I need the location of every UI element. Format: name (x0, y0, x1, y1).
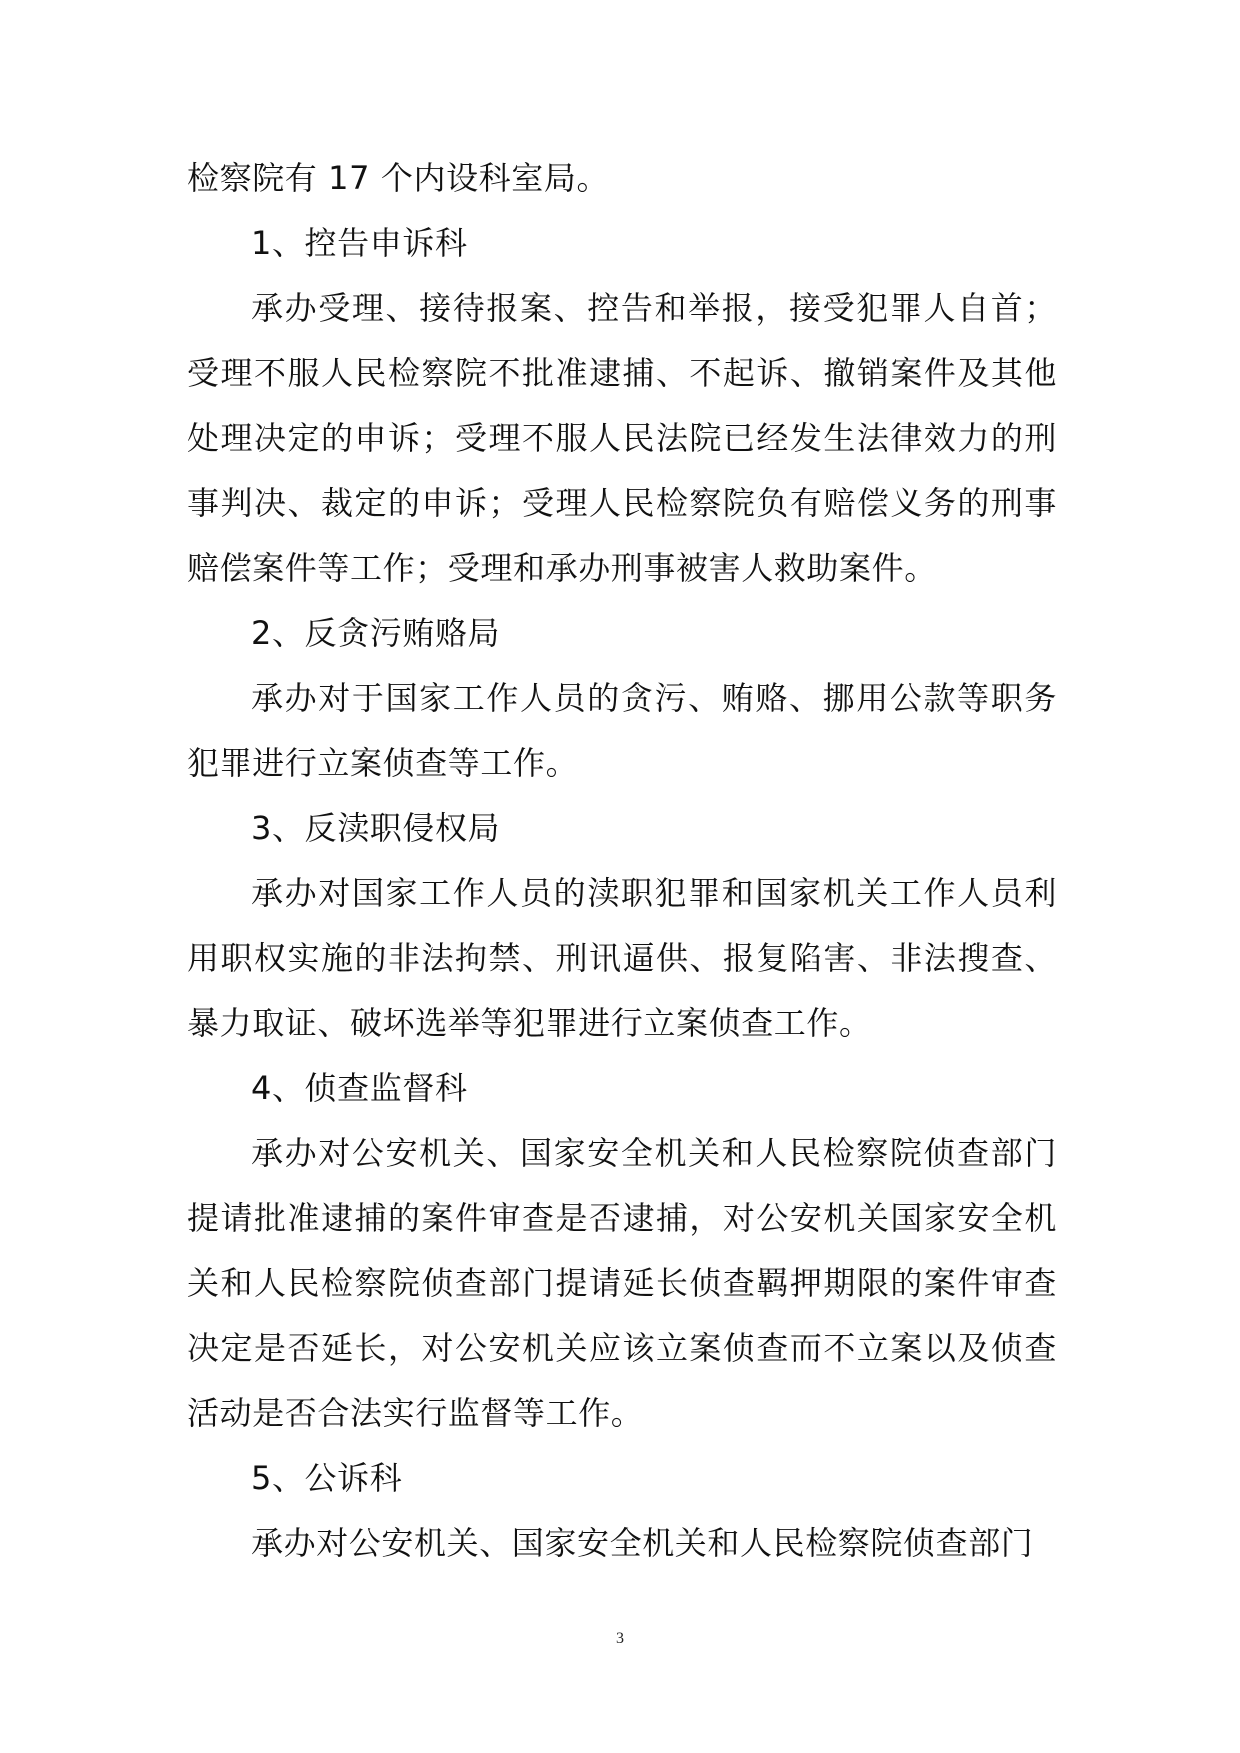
section-heading-1: 1、控告申诉科 (251, 224, 468, 262)
paragraph-intro: 检察院有 17 个内设科室局。 (187, 159, 610, 197)
section-body-4: 承办对公安机关、国家安全机关和人民检察院侦查部门提请批准逮捕的案件审查是否逮捕，对公安机关国家安全机关和人民检察院侦查部门提请延长侦查羁押期限的案件审查决定是否延长，对公安机关应该立案侦查而不立案以及侦查活动是否合法实行监督等工作。 (187, 1134, 1057, 1432)
section-heading-3: 3、反渎职侵权局 (251, 809, 501, 847)
document-body (187, 146, 1057, 1576)
section-body-3: 承办对国家工作人员的渎职犯罪和国家机关工作人员利用职权实施的非法拘禁、刑讯逼供、报复陷害、非法搜查、暴力取证、破坏选举等犯罪进行立案侦查工作。 (187, 874, 1057, 1042)
page-number: 3 (616, 1630, 624, 1647)
section-heading-4: 4、侦查监督科 (251, 1069, 468, 1107)
section-body-2: 承办对于国家工作人员的贪污、贿赂、挪用公款等职务犯罪进行立案侦查等工作。 (187, 679, 1057, 782)
section-body-1: 承办受理、接待报案、控告和举报，接受犯罪人自首；受理不服人民检察院不批准逮捕、不起诉、撤销案件及其他处理决定的申诉；受理不服人民法院已经发生法律效力的刑事判决、裁定的申诉；受理人民检察院负有赔偿义务的刑事赔偿案件等工作；受理和承办刑事被害人救助案件。 (187, 289, 1057, 587)
section-heading-2: 2、反贪污贿赂局 (251, 614, 501, 652)
section-body-5: 承办对公安机关、国家安全机关和人民检察院侦查部门 (251, 1524, 1034, 1562)
section-heading-5: 5、公诉科 (251, 1459, 403, 1497)
